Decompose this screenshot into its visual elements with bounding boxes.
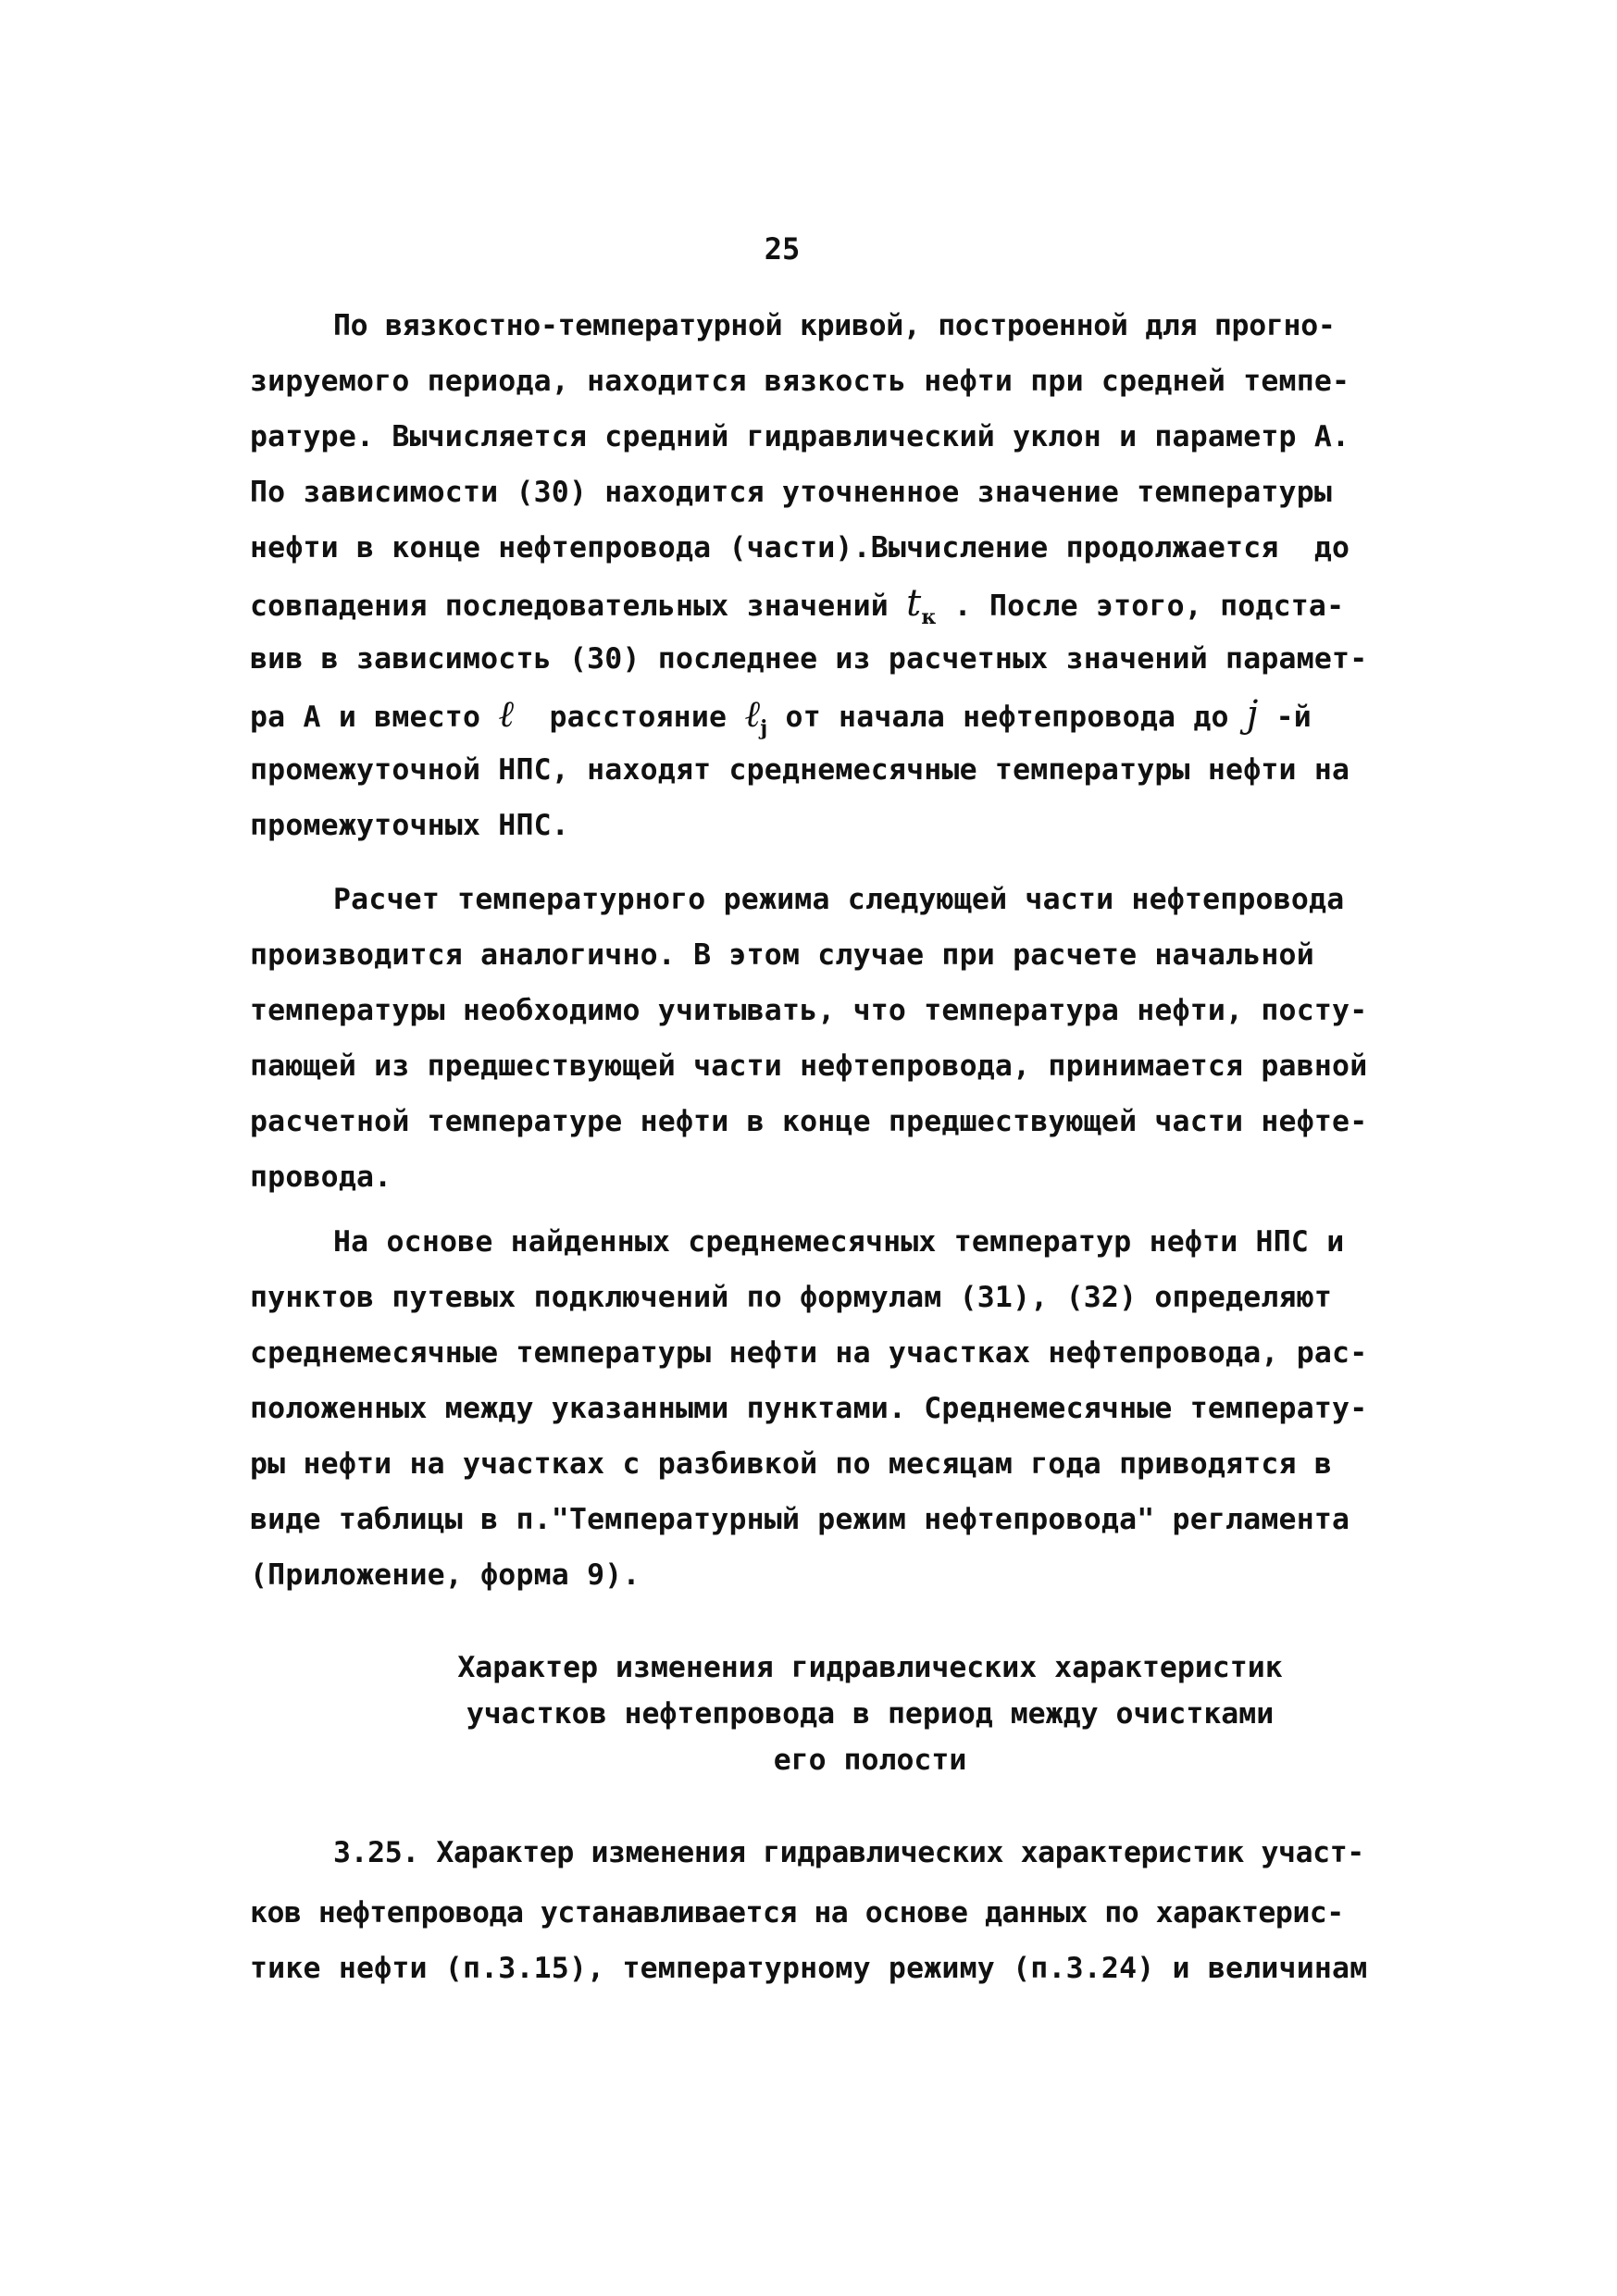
- paragraph-3-line-7: (Приложение, форма 9).: [250, 1558, 641, 1592]
- math-symbol-l: ℓ: [744, 693, 761, 736]
- math-subscript-j: j: [760, 716, 768, 740]
- paragraph-3-line-4: положенных между указанными пунктами. Среднемесячные температу-: [250, 1392, 1368, 1425]
- section-heading-line-2: участков нефтепровода в период между очистками: [466, 1697, 1275, 1731]
- text-segment: расстояние: [514, 701, 745, 734]
- section-heading-line-3: его полости: [773, 1744, 967, 1777]
- paragraph-4-line-3: тике нефти (п.3.15), температурному режиму (п.3.24) и величинам: [250, 1952, 1368, 1985]
- paragraph-3-line-1: На основе найденных среднемесячных температур нефти НПС и: [333, 1225, 1345, 1259]
- paragraph-1-line-1: По вязкостно-температурной кривой, построенной для прогно-: [333, 309, 1336, 342]
- paragraph-2-line-2: производится аналогично. В этом случае при расчете начальной: [250, 938, 1314, 972]
- text-segment: от начала нефтепровода до: [767, 701, 1247, 734]
- paragraph-1-line-5: нефти в конце нефтепровода (части).Вычисление продолжается до: [250, 531, 1350, 565]
- paragraph-3-line-6: виде таблицы в п."Температурный режим нефтепровода" регламента: [250, 1503, 1350, 1536]
- text-segment: -й: [1258, 701, 1312, 734]
- paragraph-1-line-3: ратуре. Вычисляется средний гидравлический уклон и параметр А.: [250, 420, 1350, 453]
- paragraph-2-line-4: пающей из предшествующей части нефтепровода, принимается равной: [250, 1049, 1368, 1083]
- paragraph-1-line-6: [250, 582, 1345, 636]
- paragraph-1-line-2: зируемого периода, находится вязкость нефти при средней темпе-: [250, 365, 1350, 398]
- section-heading-line-1: Характер изменения гидравлических характеристик: [457, 1651, 1283, 1684]
- math-subscript-k: к: [921, 605, 937, 629]
- math-symbol-t: t: [906, 582, 922, 625]
- paragraph-4-line-2: ков нефтепровода устанавливается на основе данных по характерис-: [250, 1896, 1344, 1930]
- paragraph-4-line-1: 3.25. Характер изменения гидравлических характеристик участ-: [333, 1836, 1364, 1869]
- paragraph-2-line-3: температуры необходимо учитывать, что температура нефти, посту-: [250, 994, 1368, 1027]
- formula-lj: [744, 693, 768, 740]
- math-symbol-j: j: [1246, 693, 1259, 736]
- paragraph-2-line-1: Расчет температурного режима следующей части нефтепровода: [333, 883, 1345, 916]
- text-segment: ра А и вместо: [250, 701, 499, 734]
- formula-tk: [906, 582, 937, 629]
- paragraph-1-line-10: промежуточных НПС.: [250, 809, 569, 842]
- paragraph-3-line-5: ры нефти на участках с разбивкой по месяцам года приводятся в: [250, 1447, 1333, 1481]
- text-segment: . После этого, подста-: [936, 590, 1345, 623]
- math-symbol-l: ℓ: [498, 693, 515, 736]
- text-segment: совпадения последовательных значений: [250, 590, 907, 623]
- paragraph-3-line-2: пунктов путевых подключений по формулам (31), (32) определяют: [250, 1281, 1333, 1314]
- paragraph-1-line-8: [250, 693, 1312, 747]
- paragraph-2-line-6: провода.: [250, 1160, 392, 1194]
- paragraph-1-line-7: вив в зависимость (30) последнее из расчетных значений парамет-: [250, 642, 1368, 676]
- paragraph-1-line-9: промежуточной НПС, находят среднемесячные температуры нефти на: [250, 753, 1350, 787]
- paragraph-1-line-4: По зависимости (30) находится уточненное значение температуры: [250, 476, 1333, 509]
- page-number: 25: [764, 231, 801, 267]
- paragraph-3-line-3: среднемесячные температуры нефти на участках нефтепровода, рас-: [250, 1336, 1368, 1370]
- paragraph-2-line-5: расчетной температуре нефти в конце предшествующей части нефте-: [250, 1105, 1368, 1138]
